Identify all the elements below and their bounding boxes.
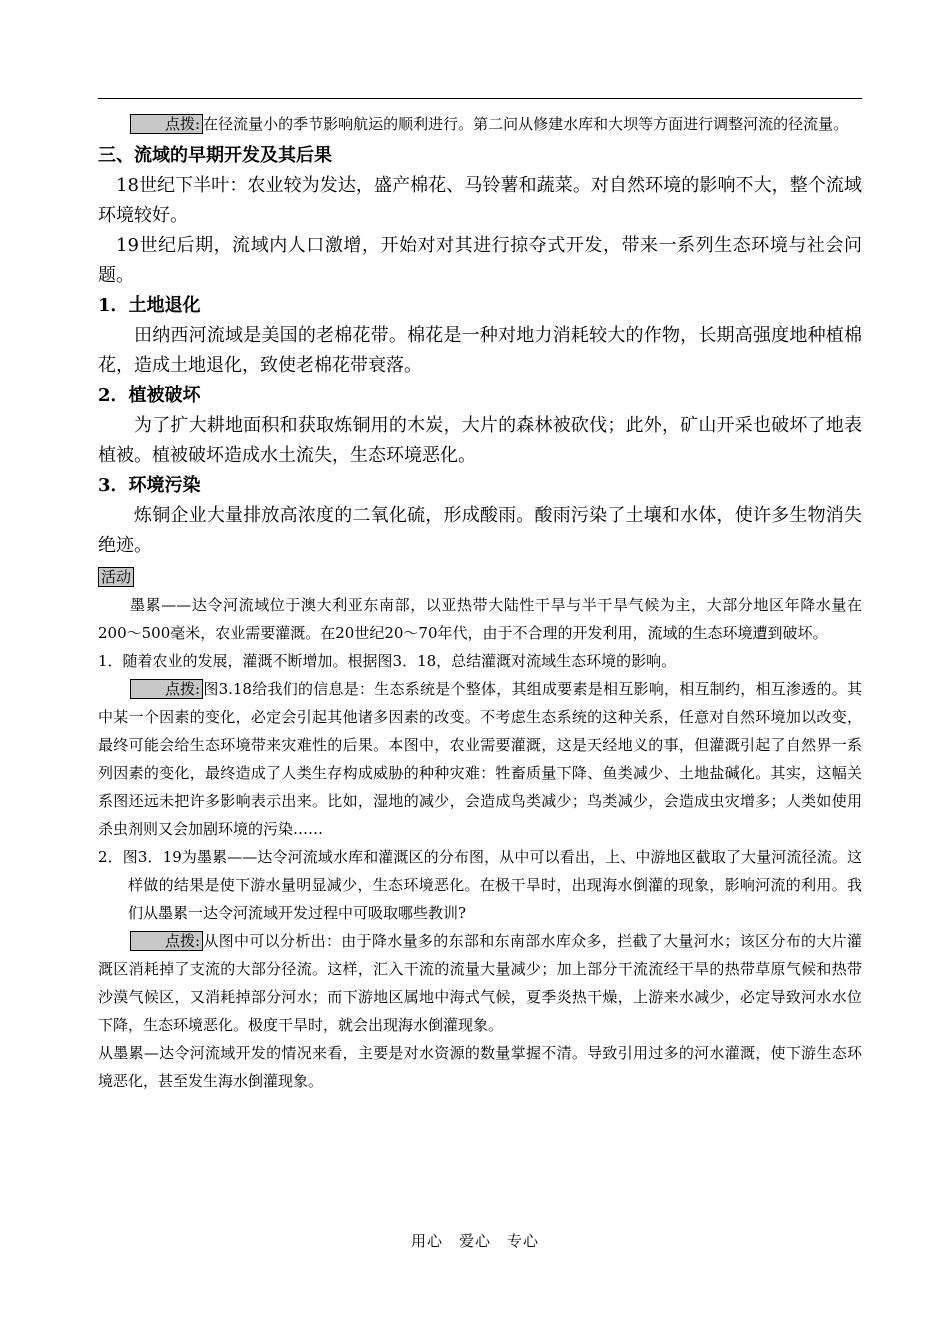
tip-label: 点拨: [130,114,203,134]
paragraph-18th-century: 18世纪下半叶：农业较为发达，盛产棉花、马铃薯和蔬菜。对自然环境的影响不大，整个流域环境较好。 [98,175,862,226]
question-1: 1．随着农业的发展，灌溉不断增加。根据图3．18，总结灌溉对流域生态环境的影响。 [98,652,677,670]
conclusion-paragraph: 从墨累—达令河流域开发的情况来看，主要是对水资源的数量掌握不清。导致引用过多的河水灌溉，使下游生态环境恶化，甚至发生海水倒灌现象。 [98,1044,862,1090]
tip-paragraph-3 [98,927,862,1039]
footer-text-1: 用心 [410,1232,443,1250]
footer-text-3: 专心 [507,1232,540,1250]
document-body [98,98,862,1095]
tip-text: 从图中可以分析出：由于降水量多的东部和东南部水库众多，拦截了大量河水；该区分布的大片灌溉区消耗掉了支流的大部分径流。这样，汇入干流的流量大量减少；加上部分干流流经干旱的热带草原气候和热带沙漠气候区，又消耗掉部分河水；而下游地区属地中海式气候，夏季炎热干燥，上游来水减少，必定导致河水水位下降，生态环境恶化。极度干旱时，就会出现海水倒灌现象。 [98,932,862,1034]
question-2: 2．图3．19为墨累——达令河流域水库和灌溉区的分布图，从中可以看出，上、中游地区截取了大量河流径流。这样做的结果是使下游水量明显减少，生态环境恶化。在极干旱时，出现海水倒灌的现象，影响河流的利用。我们从墨累一达令河流域开发过程中可吸取哪些教训? [98,848,862,922]
paragraph-pollution: 炼铜企业大量排放高浓度的二氧化硫，形成酸雨。酸雨污染了土壤和水体，使许多生物消失绝迹。 [98,505,862,556]
tip-text: 在径流量小的季节影响航运的顺利进行。第二问从修建水库和大坝等方面进行调整河流的径流量。 [203,115,849,133]
subheading-land-degradation: 1．土地退化 [98,295,201,316]
tip-label: 点拨: [130,931,203,951]
paragraph-vegetation: 为了扩大耕地面积和获取炼铜用的木炭，大片的森林被砍伐；此外，矿山开采也破坏了地表植被。植被破坏造成水土流失，生态环境恶化。 [98,415,862,466]
activity-label: 活动 [98,567,134,587]
subheading-vegetation: 2．植被破坏 [98,385,201,406]
tip-label: 点拨: [130,679,203,699]
tip-text: 图3.18给我们的信息是：生态系统是个整体，其组成要素是相互影响，相互制约，相互渗透的。其中某一个因素的变化，必定会引起其他诸多因素的改变。不考虑生态系统的这种关系，任意对自然环境加以改变，最终可能会给生态环境带来灾难性的后果。本图中，农业需要灌溉，这是天经地义的事，但灌溉引起了自然界一系列因素的变化，最终造成了人类生存构成威胁的种种灾难：牲畜质量下降、鱼类减少、土地盐碱化。其实，这幅关系图还远未把许多影响表示出来。比如，湿地的减少，会造成鸟类减少；鸟类减少，会造成虫灾增多；人类如使用杀虫剂则又会加剧环境的污染…… [98,680,862,838]
paragraph-land-degradation: 田纳西河流域是美国的老棉花带。棉花是一种对地力消耗较大的作物，长期高强度地种植棉花，造成土地退化，致使老棉花带衰落。 [98,325,862,376]
activity-intro: 墨累——达令河流域位于澳大利亚东南部，以亚热带大陆性干旱与半干旱气候为主，大部分地区年降水量在200～500毫米，农业需要灌溉。在20世纪20～70年代，由于不合理的开发利用，流域的生态环境遭到破坏。 [98,596,862,642]
tip-paragraph-1 [98,110,862,138]
subheading-pollution: 3．环境污染 [98,475,201,496]
activity-label-row [98,563,862,591]
tip-paragraph-2 [98,675,862,843]
section-heading: 三、流域的早期开发及其后果 [98,145,332,166]
paragraph-19th-century: 19世纪后期，流域内人口激增，开始对对其进行掠夺式开发，带来一系列生态环境与社会问题。 [98,235,862,286]
page-footer [0,1230,950,1251]
footer-text-2: 爱心 [458,1232,491,1250]
